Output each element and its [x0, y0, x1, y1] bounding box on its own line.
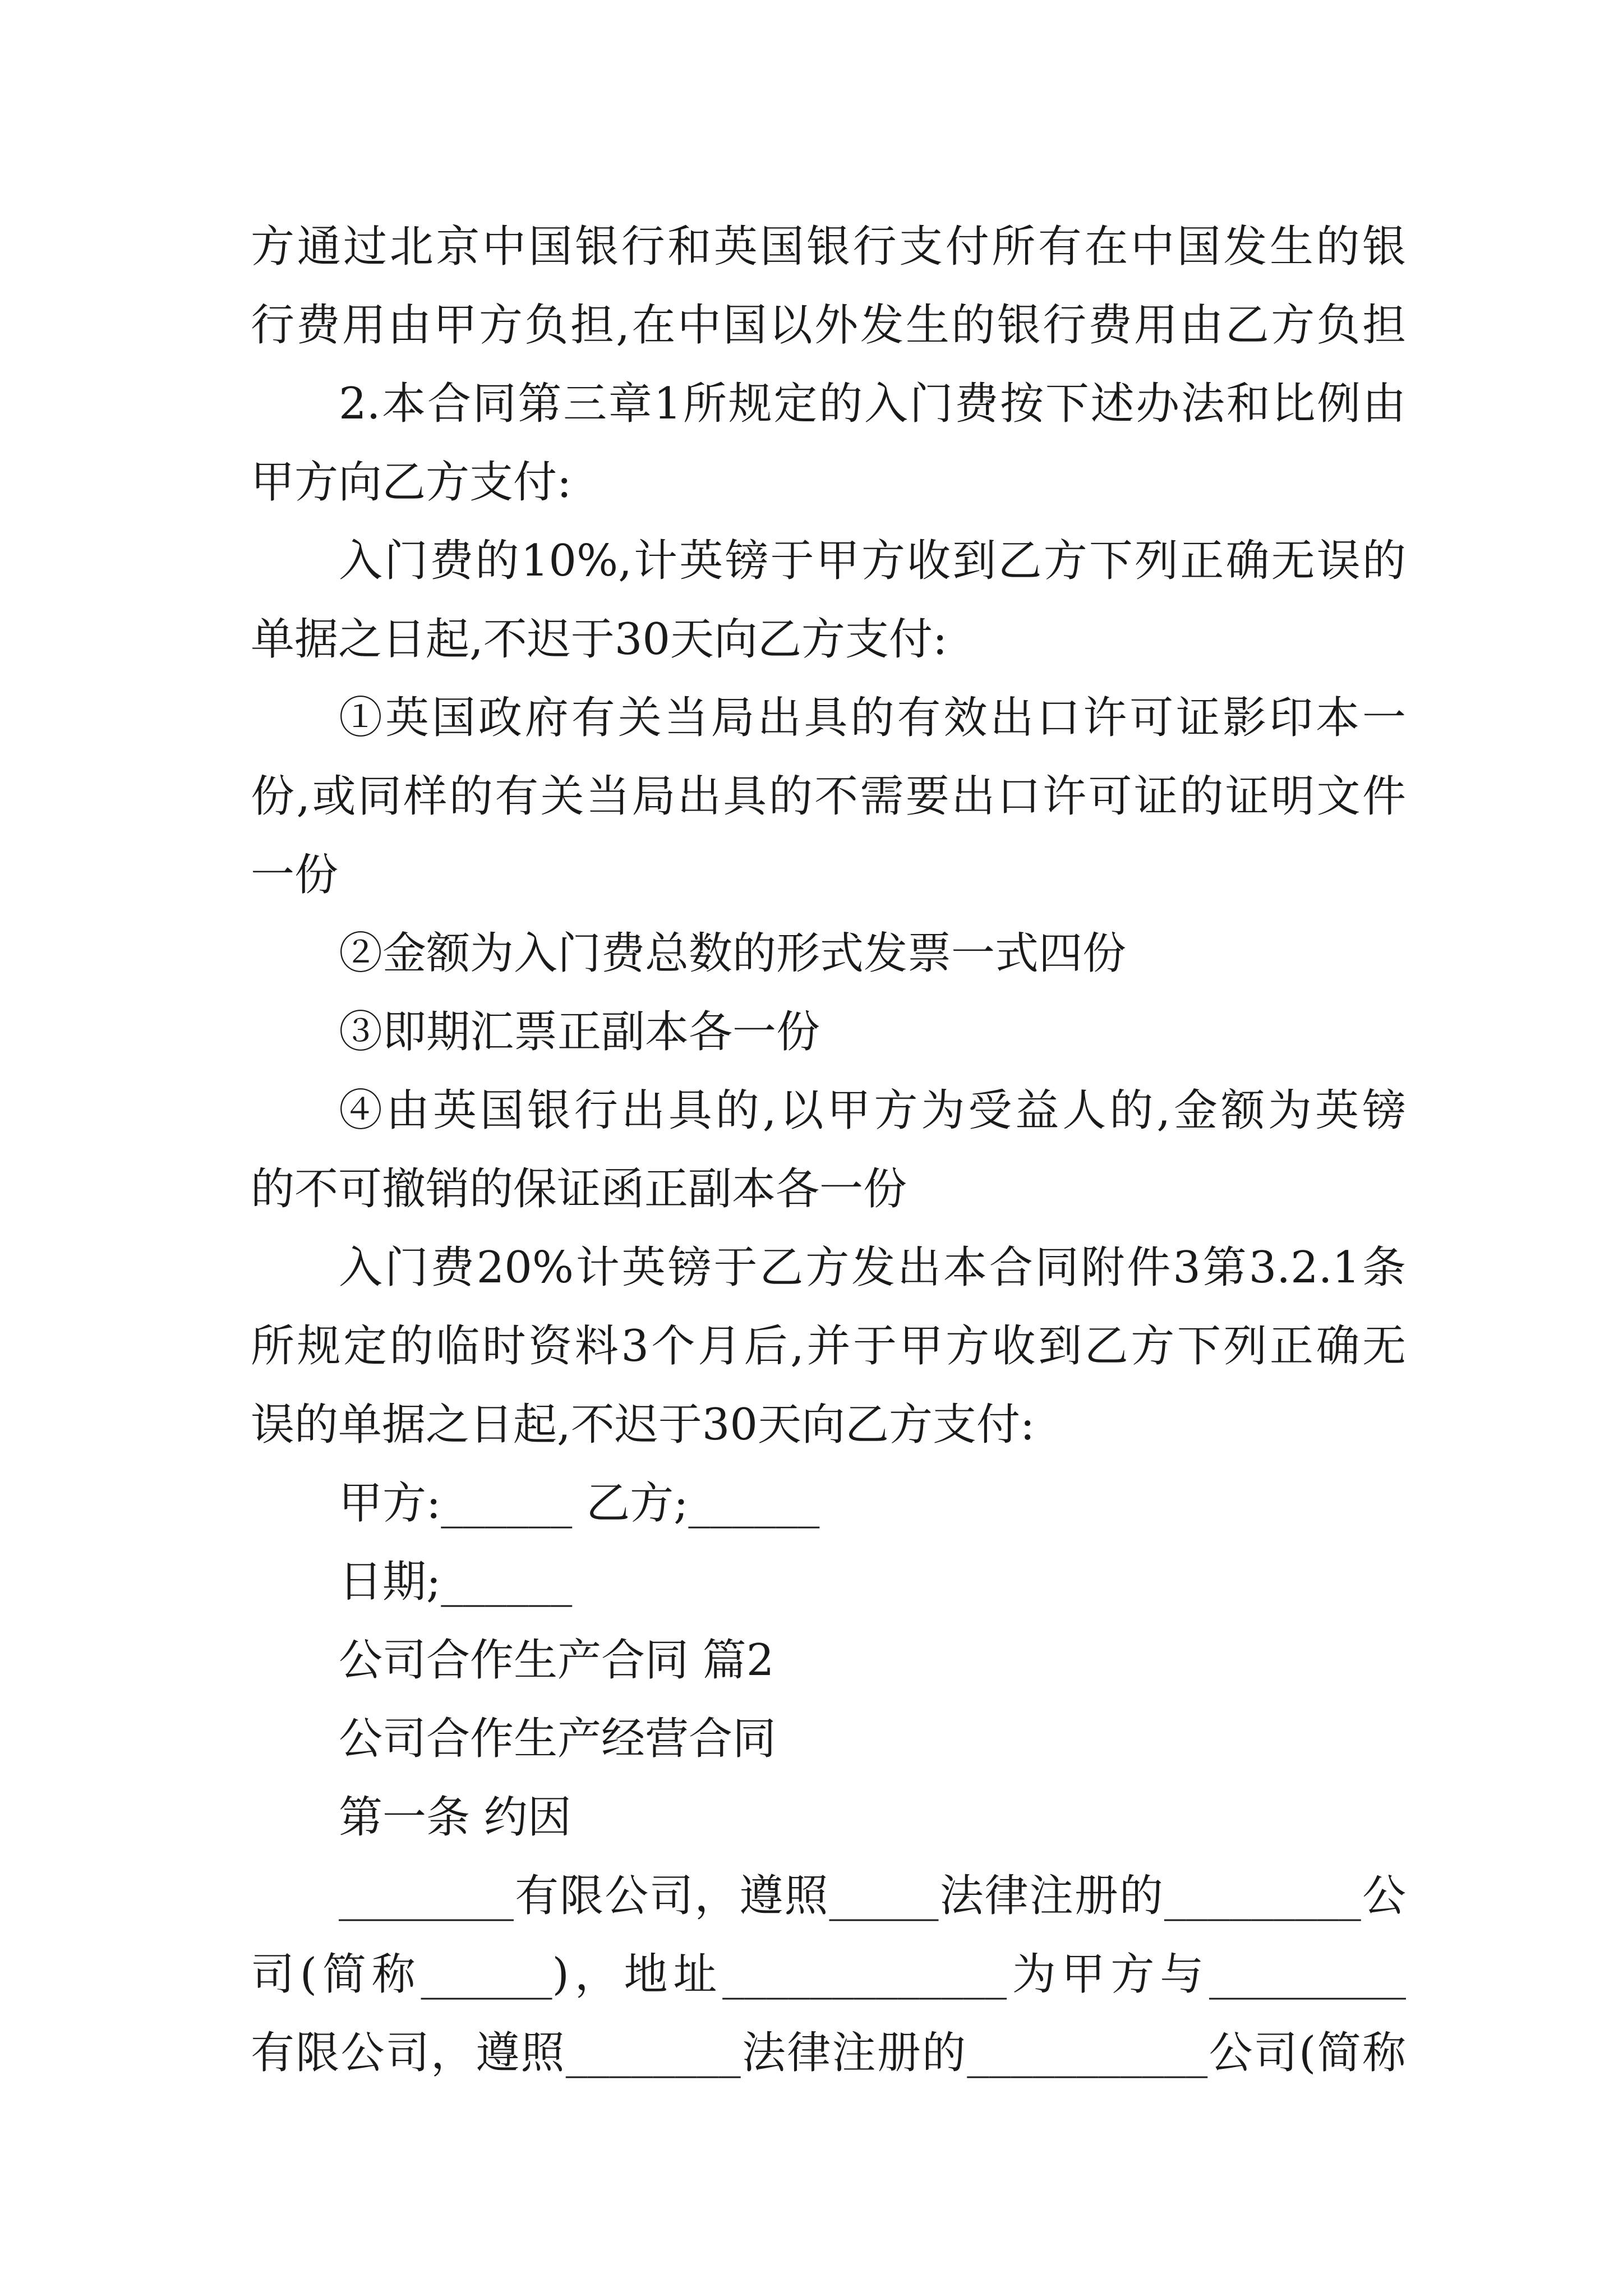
text-line-9: 一份 [251, 850, 339, 900]
text-line-5: 入门费的10%,计英镑于甲方收到乙方下列正确无误的 [339, 536, 1406, 586]
text-line-3: 2.本合同第三章1所规定的入门费按下述办法和比例由 [339, 379, 1406, 429]
text-line-2: 行费用由甲方负担,在中国以外发生的银行费用由乙方负担 [251, 300, 1406, 351]
contract-title: 公司合作生产经营合同 [339, 1714, 777, 1764]
text-line-4: 甲方向乙方支付: [251, 457, 572, 508]
text-line-24: 有限公司，遵照________法律注册的___________公司(简称 [251, 2028, 1406, 2078]
text-line-23: 司(简称______)，地址_____________为甲方与_________ [251, 1949, 1406, 2000]
text-line-22: ________有限公司，遵照_____法律注册的_________公 [339, 1871, 1406, 1921]
text-line-15: 所规定的临时资料3个月后,并于甲方收到乙方下列正确无 [251, 1321, 1406, 1372]
text-line-12: ④由英国银行出具的,以甲方为受益人的,金额为英镑 [339, 1085, 1406, 1136]
text-line-13: 的不可撤销的保证函正副本各一份 [251, 1164, 907, 1214]
text-line-6: 单据之日起,不迟于30天向乙方支付: [251, 614, 948, 665]
text-line-1: 方通过北京中国银行和英国银行支付所有在中国发生的银 [251, 222, 1406, 272]
text-line-11: ③即期汇票正副本各一份 [339, 1007, 820, 1057]
text-line-7: ①英国政府有关当局出具的有效出口许可证影印本一 [339, 693, 1406, 743]
text-line-10: ②金额为入门费总数的形式发票一式四份 [339, 928, 1127, 979]
signature-line-parties: 甲方:______ 乙方;______ [339, 1478, 820, 1529]
text-line-14: 入门费20%计英镑于乙方发出本合同附件3第3.2.1条 [339, 1243, 1406, 1293]
signature-line-date: 日期;______ [339, 1557, 573, 1607]
article-heading: 第一条 约因 [339, 1792, 571, 1843]
section-heading: 公司合作生产合同 篇2 [339, 1635, 774, 1686]
text-line-16: 误的单据之日起,不迟于30天向乙方支付: [251, 1400, 1035, 1450]
text-line-8: 份,或同样的有关当局出具的不需要出口许可证的证明文件 [251, 771, 1406, 822]
